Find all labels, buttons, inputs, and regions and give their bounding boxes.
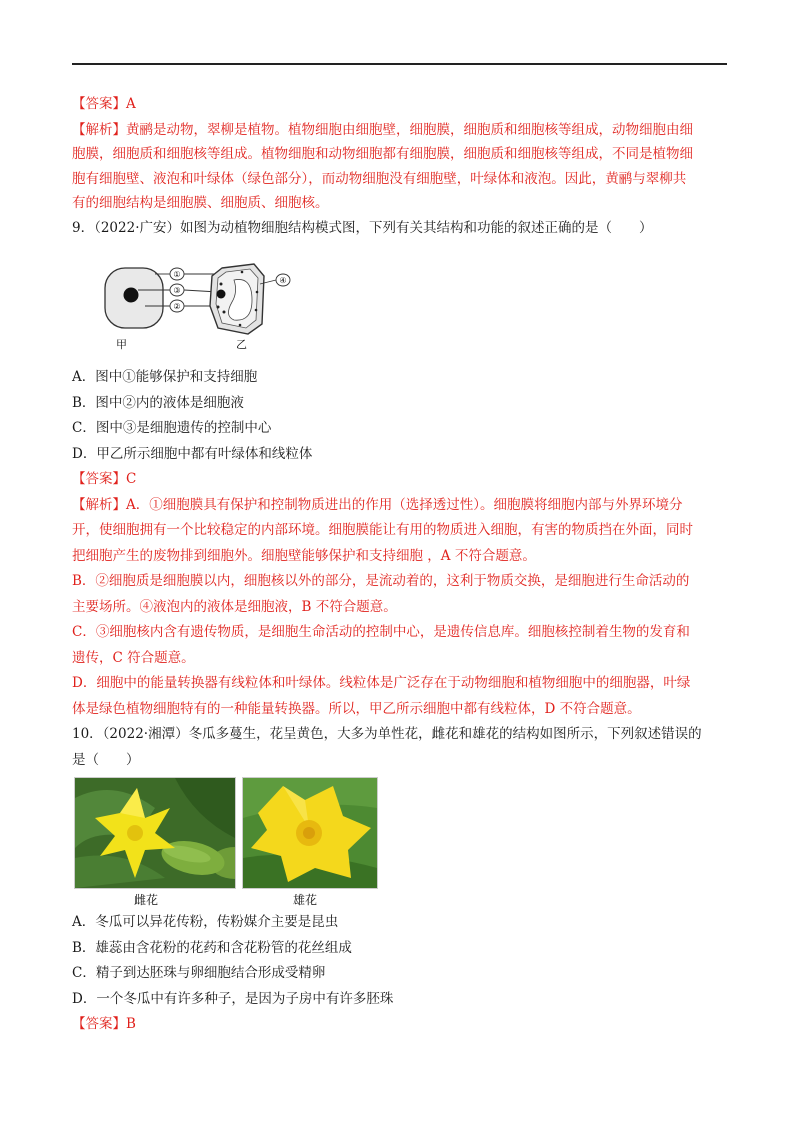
animal-nucleus — [124, 288, 139, 303]
label-animal-cell: 甲 — [116, 338, 127, 351]
q10-option-a: A．冬瓜可以异花传粉，传粉媒介主要是昆虫 — [72, 914, 339, 930]
cell-structure-diagram — [100, 262, 310, 352]
q9-answer: 【答案】C — [72, 471, 137, 487]
q9-analysis-line-1: 【解析】A．①细胞膜具有保护和控制物质进出的作用（选择透过性）。细胞膜将细胞内部与外界环境分 — [72, 497, 683, 513]
q10-stem-line-2: 是（ ） — [72, 752, 140, 768]
female-flower-photo — [74, 777, 236, 889]
caption-female-flower: 雌花 — [134, 893, 159, 907]
q10-stem-line-1: 10．（2022·湘潭）冬瓜多蔓生，花呈黄色，大多为单性花，雌花和雄花的结构如图所示，下列叙述错误的 — [72, 726, 702, 742]
q9-analysis-line-4: B．②细胞质是细胞膜以内，细胞核以外的部分，是流动着的，这利于物质交换，是细胞进行生命活动的 — [72, 573, 690, 589]
marker-1: ① — [173, 270, 181, 279]
label-plant-cell: 乙 — [236, 338, 247, 351]
male-flower-photo — [242, 777, 378, 889]
q9-analysis-line-7: 遗传，C 符合题意。 — [72, 650, 195, 666]
analysis-prev-line-4: 有的细胞结构是细胞膜、细胞质、细胞核。 — [72, 195, 329, 211]
q9-stem: 9．（2022·广安）如图为动植物细胞结构模式图，下列有关其结构和功能的叙述正确的是（ ） — [72, 220, 653, 236]
q9-analysis-line-9: 体是绿色植物细胞特有的一种能量转换器。所以，甲乙所示细胞中都有线粒体，D 不符合题意。 — [72, 701, 641, 717]
analysis-prev-line-3: 胞有细胞壁、液泡和叶绿体（绿色部分），而动物细胞没有细胞壁，叶绿体和液泡。因此，黄鹂与翠柳共 — [72, 171, 687, 187]
q9-analysis-line-2: 开，使细胞拥有一个比较稳定的内部环境。细胞膜能让有用的物质进入细胞，有害的物质挡在外面，同时 — [72, 522, 693, 538]
q9-analysis-line-6: C．③细胞核内含有遗传物质，是细胞生命活动的控制中心，是遗传信息库。细胞核控制着生物的发育和 — [72, 624, 690, 640]
q10-option-c: C．精子到达胚珠与卵细胞结合形成受精卵 — [72, 965, 326, 981]
plant-nucleus — [217, 290, 226, 299]
marker-4: ④ — [279, 276, 287, 285]
answer-prev: 【答案】A — [72, 96, 136, 112]
q10-answer: 【答案】B — [72, 1016, 136, 1032]
q10-option-d: D．一个冬瓜中有许多种子，是因为子房中有许多胚珠 — [72, 991, 394, 1007]
q10-option-b: B．雄蕊由含花粉的花药和含花粉管的花丝组成 — [72, 940, 352, 956]
q9-analysis-line-3: 把细胞产生的废物排到细胞外。细胞壁能够保护和支持细胞 ，A 不符合题意。 — [72, 548, 536, 564]
q9-analysis-line-5: 主要场所。④液泡内的液体是细胞液，B 不符合题意。 — [72, 599, 397, 615]
q9-analysis-line-8: D．细胞中的能量转换器有线粒体和叶绿体。线粒体是广泛存在于动物细胞和植物细胞中的细胞器，叶绿 — [72, 675, 691, 691]
marker-2: ② — [173, 302, 181, 311]
q9-option-a: A．图中①能够保护和支持细胞 — [72, 369, 258, 385]
marker-3: ③ — [173, 286, 181, 295]
q9-option-b: B．图中②内的液体是细胞液 — [72, 395, 244, 411]
top-rule — [72, 63, 727, 65]
analysis-prev-line-1: 【解析】黄鹂是动物，翠柳是植物。植物细胞由细胞壁，细胞膜，细胞质和细胞核等组成，动物细胞由细 — [72, 122, 693, 138]
q9-option-c: C．图中③是细胞遗传的控制中心 — [72, 420, 272, 436]
q9-option-d: D．甲乙所示细胞中都有叶绿体和线粒体 — [72, 446, 313, 462]
caption-male-flower: 雄花 — [293, 893, 318, 907]
analysis-prev-line-2: 胞膜，细胞质和细胞核等组成。植物细胞和动物细胞都有细胞膜，细胞质和细胞核等组成，不同是植物细 — [72, 146, 693, 162]
